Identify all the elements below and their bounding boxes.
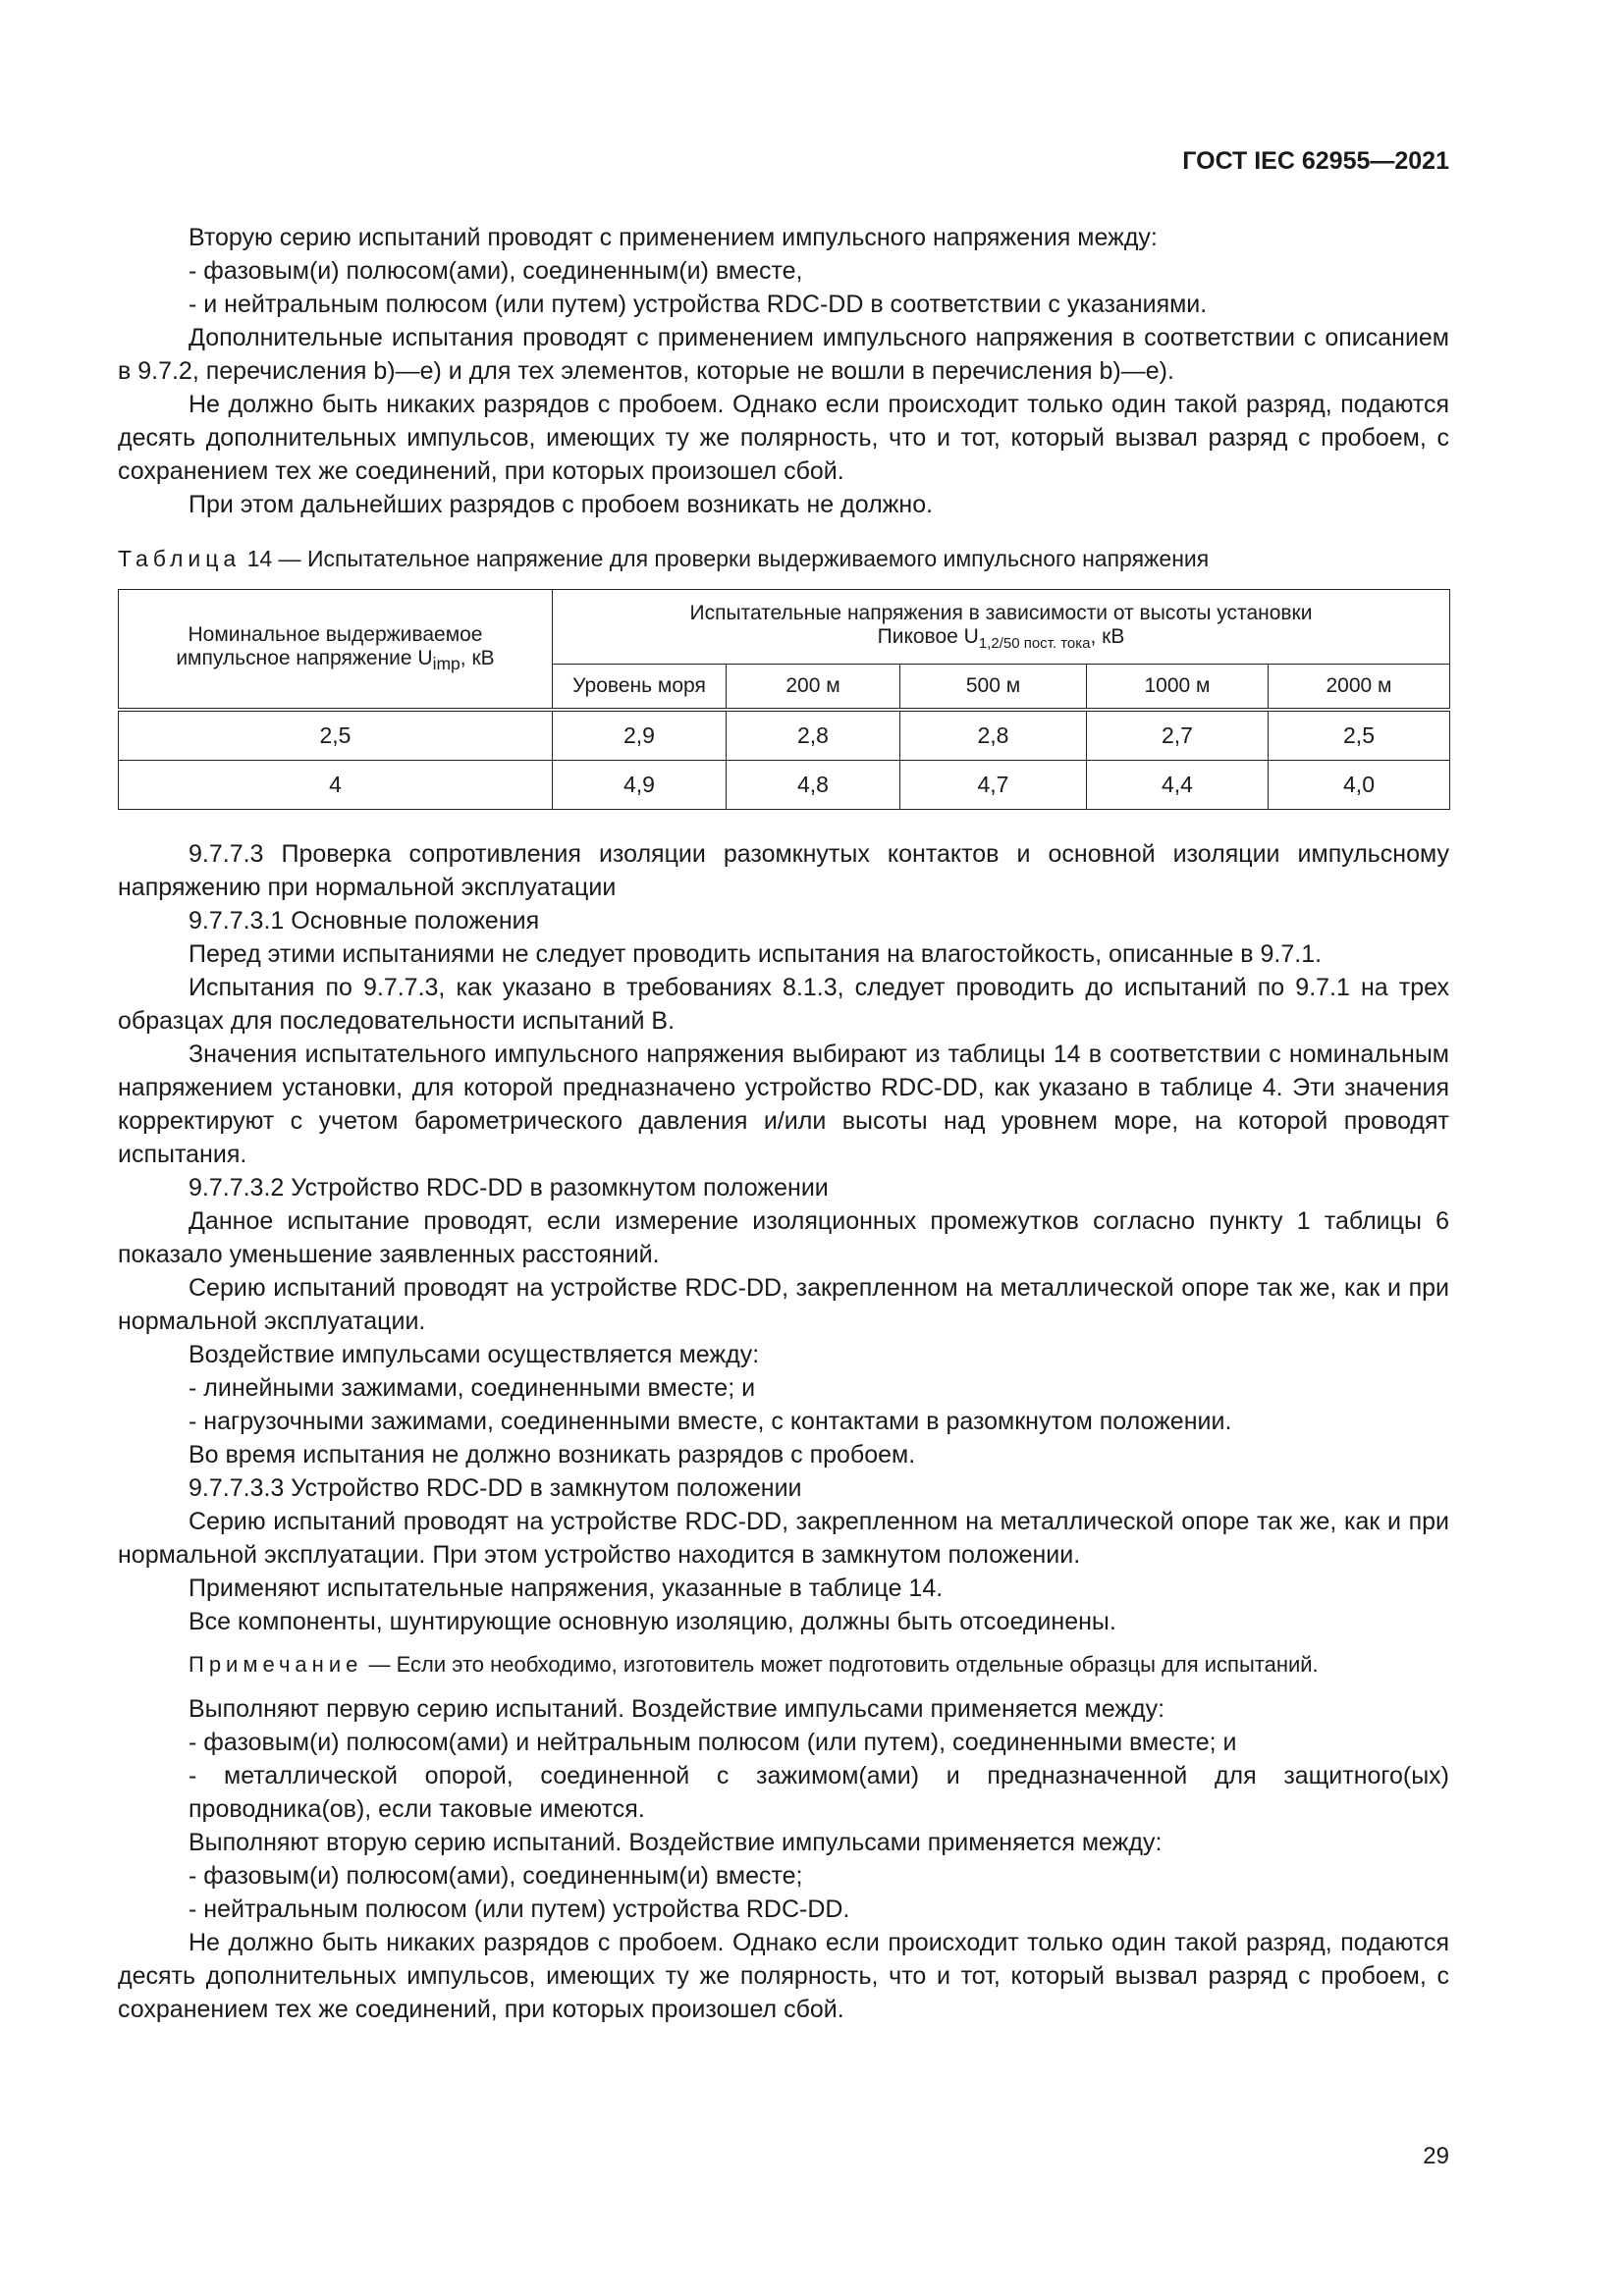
paragraph: Выполняют вторую серию испытаний. Воздействие импульсами применяется между: xyxy=(189,1829,1163,1856)
altitude-group-header xyxy=(553,590,1450,665)
paragraph: Вторую серию испытаний проводят с применением импульсного напряжения между: xyxy=(189,224,1158,251)
page-number: 29 xyxy=(1423,2143,1449,2169)
note-label: Примечание xyxy=(189,1652,363,1677)
text-block-main xyxy=(118,837,1449,2026)
paragraph: Выполняют первую серию испытаний. Воздействие импульсами применяется между: xyxy=(189,1695,1165,1723)
section-heading: 9.7.7.3 Проверка сопротивления изоляции разомкнутых контактов и основной изоляции импульсному напряжению при нормальной эксплуатации xyxy=(118,840,1449,901)
section-heading: 9.7.7.3.2 Устройство RDC-DD в разомкнутом положении xyxy=(189,1174,829,1201)
list-item: - фазовым(и) полюсом(ами), соединенным(и) вместе; xyxy=(189,1862,803,1890)
altitude-header: 1000 м xyxy=(1087,665,1269,711)
altitude-header: 200 м xyxy=(727,665,900,711)
paragraph: Не должно быть никаких разрядов с пробоем. Однако если происходит только один такой разряд, подаются десять дополнительных импульсов, имеющих ту же полярность, что и тот, который вызвал разряд с пробоем, с сохранением тех же соединений, при которых произошел сбой. xyxy=(118,391,1449,485)
header-text: Испытательные напряжения в зависимости от высоты установки xyxy=(689,601,1313,624)
value-cell: 2,8 xyxy=(900,710,1087,761)
table-row xyxy=(119,710,1450,761)
header-text: Пиковое U xyxy=(877,624,979,648)
paragraph: Перед этими испытаниями не следует проводить испытания на влагостойкость, описанные в 9.7.1. xyxy=(189,940,1323,968)
header-unit: , кВ xyxy=(1090,624,1125,648)
list-item: - линейными зажимами, соединенными вместе; и xyxy=(189,1374,756,1402)
list-item: - фазовым(и) полюсом(ами) и нейтральным полюсом (или путем), соединенными вместе; и xyxy=(189,1729,1237,1756)
list-item: - нейтральным полюсом (или путем) устройства RDC-DD. xyxy=(189,1896,850,1923)
document-header: ГОСТ IEC 62955—2021 xyxy=(1182,147,1449,175)
value-cell: 4,4 xyxy=(1087,761,1269,810)
paragraph: Воздействие импульсами осуществляется между: xyxy=(189,1341,760,1368)
value-cell: 2,5 xyxy=(1269,710,1450,761)
table-caption-text: 14 — Испытательное напряжение для проверки выдерживаемого импульсного напряжения xyxy=(246,546,1210,571)
paragraph: Во время испытания не должно возникать разрядов с пробоем. xyxy=(189,1441,916,1468)
paragraph: Значения испытательного импульсного напряжения выбирают из таблицы 14 в соответствии с номинальным напряжением установки, для которой предназначено устройство RDC-DD, как указано в таблице 4. Эти значения корректируют с учетом барометрического давления и/или высоты над уровнем море, на которой проводят испытания. xyxy=(118,1041,1449,1168)
header-subscript: imp xyxy=(432,654,460,674)
voltage-table xyxy=(118,589,1450,810)
rated-cell: 2,5 xyxy=(119,710,553,761)
header-unit: , кВ xyxy=(460,646,495,669)
altitude-header: Уровень моря xyxy=(553,665,727,711)
list-item: - фазовым(и) полюсом(ами), соединенным(и) вместе, xyxy=(189,257,803,285)
note xyxy=(118,1650,1449,1679)
paragraph: Дополнительные испытания проводят с применением импульсного напряжения в соответствии с описанием в 9.7.2, перечисления b)—e) и для тех элементов, которые не вошли в перечисления b)—e). xyxy=(118,324,1449,385)
list-item: - металлической опорой, соединенной с зажимом(ами) и предназначенной для защитного(ых) проводника(ов), если таковые имеются. xyxy=(189,1762,1449,1823)
value-cell: 2,9 xyxy=(553,710,727,761)
note-text: — Если это необходимо, изготовитель может подготовить отдельные образцы для испытаний. xyxy=(362,1652,1319,1677)
altitude-header: 500 м xyxy=(900,665,1087,711)
header-text: импульсное напряжение U xyxy=(176,646,433,669)
table-caption-label: Таблица xyxy=(118,546,242,571)
paragraph: Данное испытание проводят, если измерение изоляционных промежутков согласно пункту 1 таблицы 6 показало уменьшение заявленных расстояний. xyxy=(118,1207,1449,1268)
altitude-header: 2000 м xyxy=(1269,665,1450,711)
list-item: - нагрузочными зажимами, соединенными вместе, с контактами в разомкнутом положении. xyxy=(189,1408,1232,1435)
list-item: - и нейтральным полюсом (или путем) устройства RDC-DD в соответствии с указаниями. xyxy=(189,291,1208,318)
rated-voltage-header xyxy=(119,590,553,711)
paragraph: Применяют испытательные напряжения, указанные в таблице 14. xyxy=(189,1575,944,1602)
value-cell: 4,9 xyxy=(553,761,727,810)
value-cell: 2,7 xyxy=(1087,710,1269,761)
rated-cell: 4 xyxy=(119,761,553,810)
text-block-top xyxy=(118,221,1449,521)
paragraph: При этом дальнейших разрядов с пробоем возникать не должно. xyxy=(189,491,934,518)
header-subscript: 1,2/50 пост. тока xyxy=(978,635,1091,653)
value-cell: 2,8 xyxy=(727,710,900,761)
paragraph: Все компоненты, шунтирующие основную изоляцию, должны быть отсоединены. xyxy=(189,1608,1116,1635)
section-heading: 9.7.7.3.3 Устройство RDC-DD в замкнутом положении xyxy=(189,1474,802,1502)
header-text: Номинальное выдерживаемое xyxy=(188,622,483,646)
paragraph: Серию испытаний проводят на устройстве RDC-DD, закрепленном на металлической опоре так же, как и при нормальной эксплуатации. При этом устройство находится в замкнутом положении. xyxy=(118,1508,1449,1569)
value-cell: 4,8 xyxy=(727,761,900,810)
paragraph: Не должно быть никаких разрядов с пробоем. Однако если происходит только один такой разряд, подаются десять дополнительных импульсов, имеющих ту же полярность, что и тот, который вызвал разряд с пробоем, с сохранением тех же соединений, при которых произошел сбой. xyxy=(118,1929,1449,2023)
section-heading: 9.7.7.3.1 Основные положения xyxy=(189,907,540,934)
value-cell: 4,7 xyxy=(900,761,1087,810)
table-row xyxy=(119,761,1450,810)
paragraph: Испытания по 9.7.7.3, как указано в требованиях 8.1.3, следует проводить до испытаний по 9.7.1 на трех образцах для последовательности испытаний B. xyxy=(118,974,1449,1035)
table-caption xyxy=(118,546,1449,572)
paragraph: Серию испытаний проводят на устройстве RDC-DD, закрепленном на металлической опоре так же, как и при нормальной эксплуатации. xyxy=(118,1274,1449,1335)
value-cell: 4,0 xyxy=(1269,761,1450,810)
